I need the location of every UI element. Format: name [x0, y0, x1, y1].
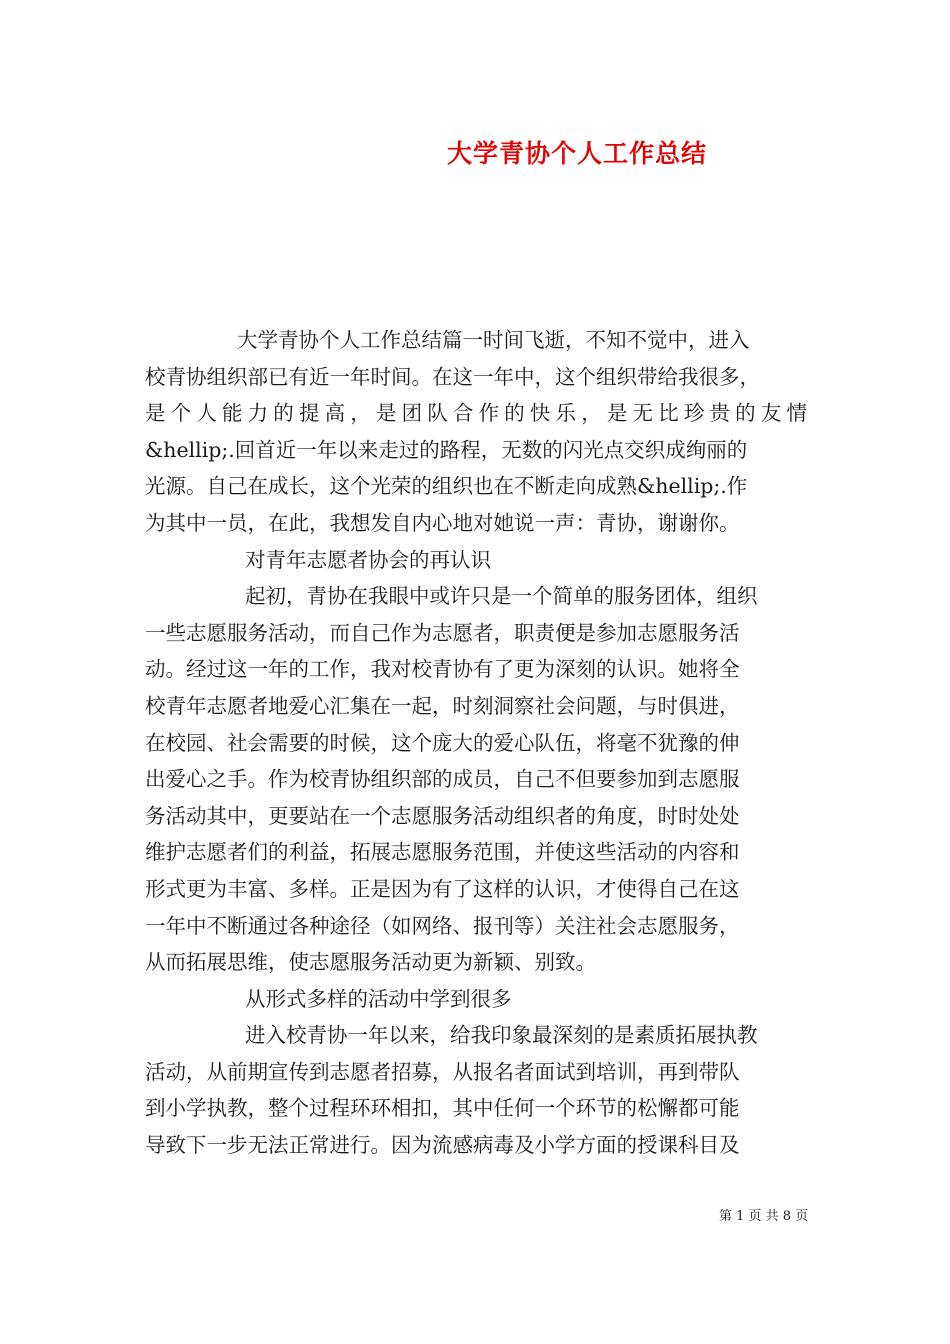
section-heading: 对青年志愿者协会的再认识: [245, 547, 491, 572]
document-body: [145, 322, 807, 1164]
text-line: 校青协组织部已有近一年时间。在这一年中，这个组织带给我很多，: [145, 364, 760, 389]
text-line: 维护志愿者们的利益，拓展志愿服务范围，并使这些活动的内容和: [145, 840, 740, 865]
text-line: 导致下一步无法正常进行。因为流感病毒及小学方面的授课科目及: [145, 1133, 740, 1158]
text-line: &hellip;.回首近一年以来走过的路程，无数的闪光点交织成绚丽的: [145, 437, 748, 462]
text-line: 务活动其中，更要站在一个志愿服务活动组织者的角度，时时处处: [145, 803, 740, 828]
text-line: 到小学执教，整个过程环环相扣，其中任何一个环节的松懈都可能: [145, 1096, 740, 1121]
text-line: 一年中不断通过各种途径（如网络、报刊等）关注社会志愿服务，: [145, 913, 740, 938]
text-line: 形式更为丰富、多样。正是因为有了这样的认识，才使得自己在这: [145, 876, 740, 901]
text-line: 动。经过这一年的工作，我对校青协有了更为深刻的认识。她将全: [145, 657, 740, 682]
page-number-footer: 第 1 页 共 8 页: [719, 1209, 809, 1224]
text-line: 校青年志愿者地爱心汇集在一起，时刻洞察社会问题，与时俱进，: [145, 693, 740, 718]
text-line: 光源。自己在成长，这个光荣的组织也在不断走向成熟&hellip;.作: [145, 474, 748, 499]
text-line: 大学青协个人工作总结篇一时间飞逝，不知不觉中，进入: [237, 328, 750, 352]
text-line: 是个人能力的提高，是团队合作的快乐，是无比珍贵的友情: [145, 401, 807, 426]
text-line: 起初，青协在我眼中或许只是一个简单的服务团体，组织: [245, 584, 758, 609]
text-line: 为其中一员，在此，我想发自内心地对她说一声：青协，谢谢你。: [145, 510, 740, 535]
section-heading: 从形式多样的活动中学到很多: [245, 986, 512, 1011]
text-line: 活动，从前期宣传到志愿者招募，从报名者面试到培训，再到带队: [145, 1059, 740, 1084]
document-title: 大学青协个人工作总结: [447, 139, 708, 168]
text-line: 进入校青协一年以来，给我印象最深刻的是素质拓展执教: [245, 1023, 758, 1048]
text-line: 出爱心之手。作为校青协组织部的成员，自己不但要参加到志愿服: [145, 767, 740, 792]
text-line: 一些志愿服务活动，而自己作为志愿者，职责便是参加志愿服务活: [145, 620, 740, 645]
text-line: 在校园、社会需要的时候，这个庞大的爱心队伍，将毫不犹豫的伸: [145, 730, 740, 755]
text-line: 从而拓展思维，使志愿服务活动更为新颖、别致。: [145, 950, 596, 975]
